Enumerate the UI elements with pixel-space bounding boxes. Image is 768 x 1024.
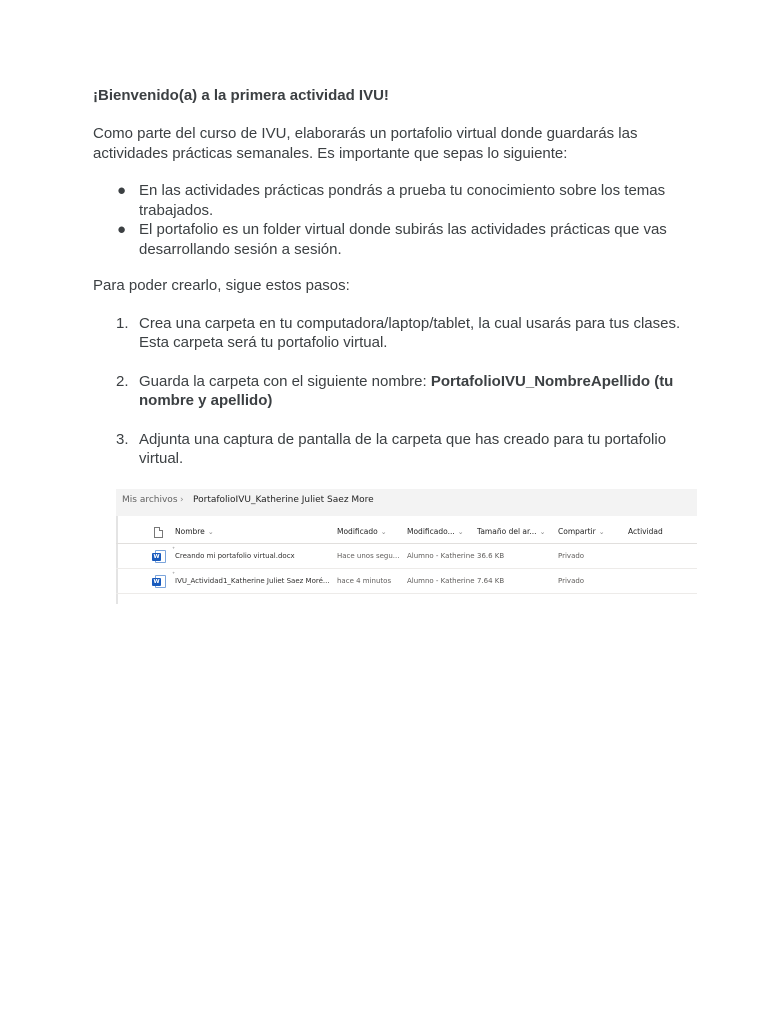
bullet-icon: ● bbox=[117, 221, 127, 238]
new-file-icon: ⁺ bbox=[172, 571, 176, 578]
page-title: ¡Bienvenido(a) a la primera actividad IVU! bbox=[93, 87, 389, 104]
folder-name-format: PortafolioIVU_NombreApellido (tu nombre y apellido) bbox=[139, 372, 674, 409]
steps-list bbox=[93, 314, 683, 469]
table-row[interactable] bbox=[116, 544, 697, 569]
word-document-icon: W bbox=[152, 550, 166, 563]
column-header-name[interactable] bbox=[175, 521, 214, 543]
file-modified-by: Alumno - Katherine bbox=[407, 577, 475, 585]
new-file-icon: ⁺ bbox=[172, 546, 176, 553]
step-item bbox=[93, 372, 683, 411]
column-header-sharing[interactable] bbox=[558, 521, 605, 543]
file-sharing: Privado bbox=[558, 577, 585, 585]
file-table-header bbox=[116, 521, 697, 544]
chevron-down-icon: ⌄ bbox=[207, 528, 214, 536]
breadcrumb bbox=[116, 489, 697, 516]
file-modified-by: Alumno - Katherine bbox=[407, 552, 475, 560]
chevron-down-icon: ⌄ bbox=[598, 528, 605, 536]
table-row[interactable] bbox=[116, 569, 697, 594]
file-modified: hace 4 minutos bbox=[337, 577, 392, 585]
bullet-text: En las actividades prácticas pondrás a prueba tu conocimiento sobre los temas trabajados. bbox=[139, 182, 666, 219]
column-header-modified-by[interactable] bbox=[407, 521, 464, 543]
steps-intro: Para poder crearlo, sigue estos pasos: bbox=[93, 277, 350, 294]
step-item bbox=[93, 314, 683, 353]
step-number: 2. bbox=[116, 372, 129, 390]
breadcrumb-root[interactable]: Mis archivos bbox=[122, 495, 178, 505]
breadcrumb-folder[interactable]: PortafolioIVU_Katherine Juliet Saez More bbox=[193, 495, 374, 505]
file-name[interactable]: Creando mi portafolio virtual.docx bbox=[175, 552, 295, 560]
column-label: Nombre bbox=[175, 527, 205, 536]
bullet-list bbox=[93, 181, 683, 259]
word-document-icon: W bbox=[152, 575, 166, 588]
document-content bbox=[93, 86, 683, 488]
column-label: Modificado bbox=[337, 527, 378, 536]
step-item bbox=[93, 430, 683, 469]
list-item bbox=[93, 220, 683, 259]
intro-paragraph: Como parte del curso de IVU, elaborarás un portafolio virtual donde guardarás las actividades prácticas semanales. Es importante que sepas lo siguiente: bbox=[93, 125, 638, 162]
step-text: Adjunta una captura de pantalla de la carpeta que has creado para tu portafolio virtual. bbox=[139, 430, 667, 467]
column-label: Tamaño del ar... bbox=[477, 527, 537, 536]
bullet-icon: ● bbox=[117, 182, 127, 199]
step-number: 3. bbox=[116, 430, 129, 448]
step-text: Crea una carpeta en tu computadora/laptop/tablet, la cual usarás para tus clases. Esta carpeta será tu portafolio virtual. bbox=[139, 314, 681, 351]
file-size: 36.6 KB bbox=[477, 552, 505, 560]
bullet-text: El portafolio es un folder virtual donde subirás las actividades prácticas que vas desarrollando sesión a sesión. bbox=[139, 221, 667, 258]
file-sharing: Privado bbox=[558, 552, 585, 560]
chevron-down-icon: ⌄ bbox=[380, 528, 387, 536]
column-label: Compartir bbox=[558, 527, 596, 536]
column-header-size[interactable] bbox=[477, 521, 545, 543]
list-item bbox=[93, 181, 683, 220]
chevron-down-icon: ⌄ bbox=[457, 528, 464, 536]
step-text: Guarda la carpeta con el siguiente nombre: bbox=[139, 372, 431, 390]
chevron-down-icon: ⌄ bbox=[539, 528, 546, 536]
folder-screenshot bbox=[116, 489, 697, 604]
file-size: 7.64 KB bbox=[477, 577, 505, 585]
chevron-right-icon: › bbox=[180, 495, 184, 505]
file-modified: Hace unos segu... bbox=[337, 552, 400, 560]
column-header-modified[interactable] bbox=[337, 521, 387, 543]
file-name[interactable]: IVU_Actividad1_Katherine Juliet Saez Moré... bbox=[175, 577, 330, 585]
step-number: 1. bbox=[116, 314, 129, 332]
file-type-icon bbox=[154, 527, 163, 538]
column-header-activity[interactable]: Actividad bbox=[628, 527, 663, 536]
column-label: Modificado... bbox=[407, 527, 455, 536]
